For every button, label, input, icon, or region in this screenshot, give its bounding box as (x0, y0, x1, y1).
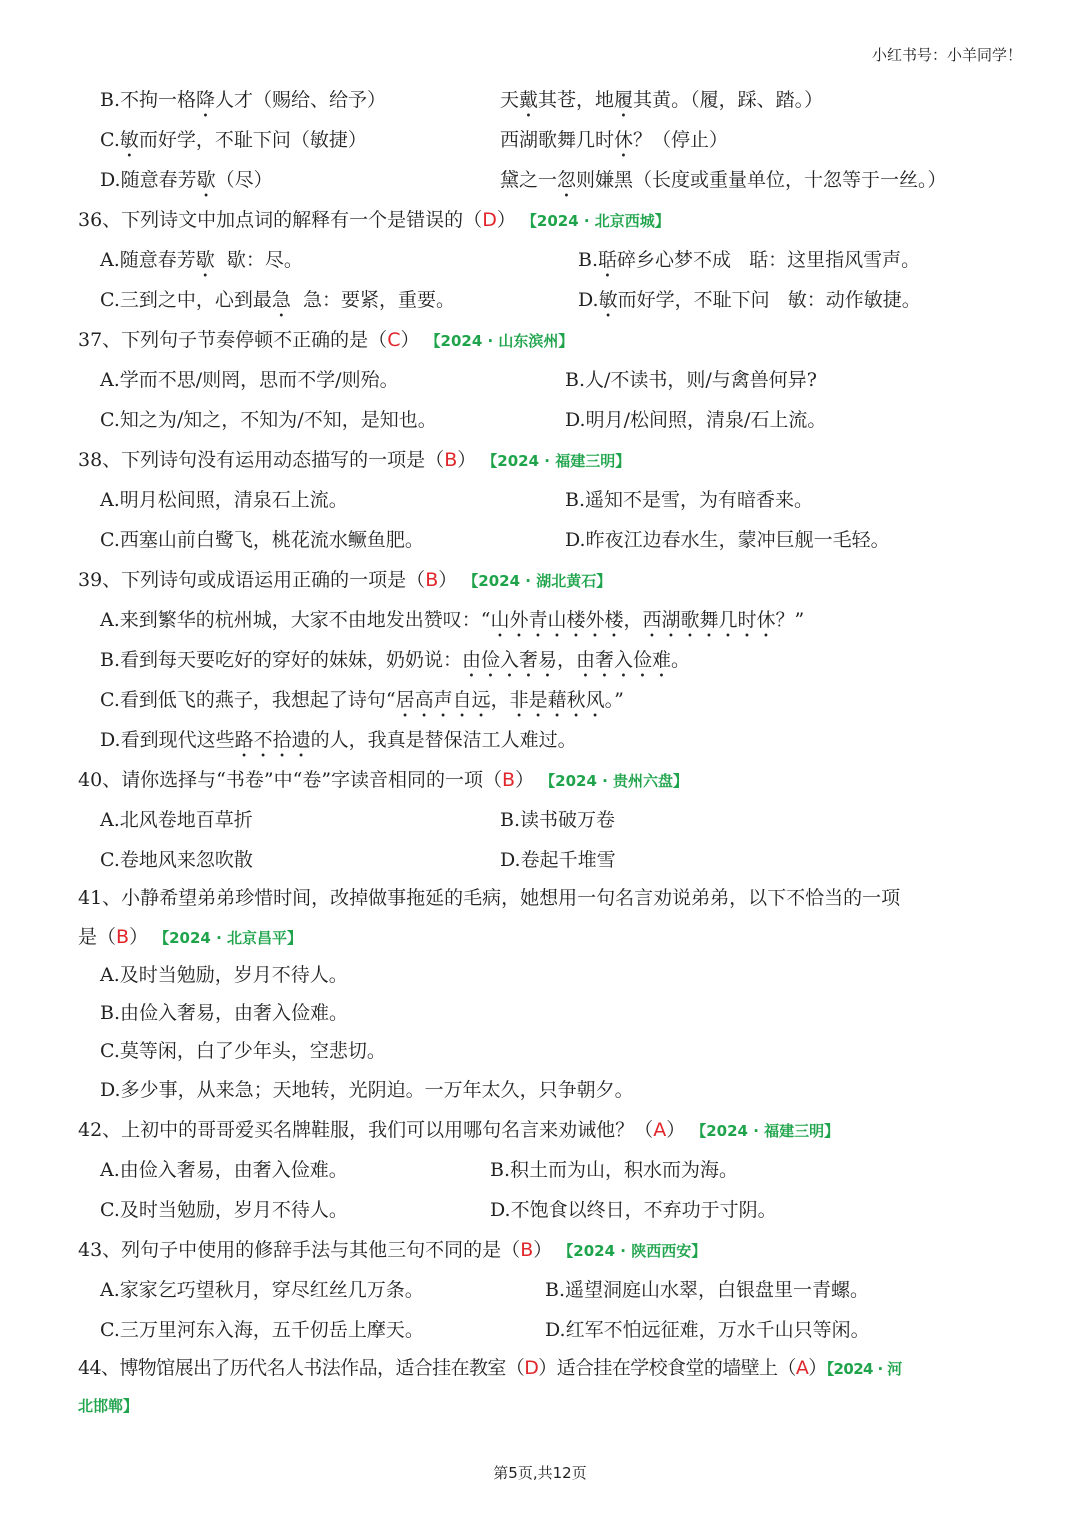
option-row (0, 160, 1080, 200)
option-b: B.积土而为山，积水而为海。 (490, 1159, 739, 1181)
question-42: 42、上初中的哥哥爱买名牌鞋服，我们可以用哪句名言来劝诫他？（A） 【2024 · 福建三明】 (78, 1119, 840, 1141)
question-41-cont: 是（B） 【2024 · 北京昌平】 (78, 926, 303, 948)
answer: B (502, 769, 516, 791)
option-c: C.三到之中，心到最急 急：要紧，重要。 (100, 289, 456, 311)
question-43: 43、列句子中使用的修辞手法与其他三句不同的是（B） 【2024 · 陕西西安】 (78, 1239, 707, 1261)
option-row (0, 1190, 1080, 1230)
answer: B (116, 926, 130, 948)
option-c: C.三万里河东入海，五千仞岳上摩天。 (100, 1319, 424, 1341)
source-tag: 【2024 · 山东滨州】 (425, 332, 574, 350)
option-row (0, 1070, 1080, 1110)
source-tag: 【2024 · 湖北黄石】 (463, 572, 612, 590)
option-a: A.随意春芳歇 歇：尽。 (100, 249, 303, 271)
option-b: B.看到每天要吃好的穿好的妹妹，奶奶说：由俭入奢易，由奢入俭难。 (100, 649, 691, 671)
option-d: D.敏而好学，不耻下问 敏：动作敏捷。 (578, 289, 921, 311)
option-row (0, 520, 1080, 560)
option-c: C.知之为/知之，不知为/不知，是知也。 (100, 409, 437, 431)
option-c-right: 西湖歌舞几时休？（停止） (500, 129, 729, 151)
source-tag: 【2024 · 贵州六盘】 (540, 772, 689, 790)
question-44: 44、博物馆展出了历代名人书法作品，适合挂在教室（D）适合挂在学校食堂的墙壁上（A）【2024 · 河 (78, 1357, 902, 1379)
source-tag: 【2024 · 北京西城】 (521, 212, 670, 230)
option-d-left: D.随意春芳歇（尽） (100, 169, 273, 191)
option-d-right: 黛之一忽则嫌黑（长度或重量单位，十忽等于一丝。） (500, 169, 947, 191)
option-a: A.明月松间照，清泉石上流。 (100, 489, 348, 511)
page-number: 第5页,共12页 (493, 1464, 587, 1482)
option-c-left: C.敏而好学，不耻下问（敏捷） (100, 129, 367, 151)
option-d: D.昨夜江边春水生，蒙冲巨舰一毛轻。 (565, 529, 890, 551)
option-c: C.及时当勉励，岁月不待人。 (100, 1199, 348, 1221)
question-41: 41、小静希望弟弟珍惜时间，改掉做事拖延的毛病，她想用一句名言劝说弟弟，以下不恰当的一项 (78, 887, 901, 909)
question-40: 40、请你选择与“书卷”中“卷”字读音相同的一项（B） 【2024 · 贵州六盘】 (78, 769, 689, 791)
option-b: B.遥知不是雪，为有暗香来。 (565, 489, 814, 511)
option-row (0, 280, 1080, 320)
option-row (0, 840, 1080, 880)
option-row (0, 1270, 1080, 1310)
option-row (0, 1310, 1080, 1350)
option-d: D.明月/松间照，清泉/石上流。 (565, 409, 827, 431)
answer: D (482, 209, 497, 231)
answer-2: A (795, 1357, 809, 1379)
source-tag-cont: 北邯郸】 (78, 1397, 139, 1415)
option-d: D.红军不怕远征难，万水千山只等闲。 (545, 1319, 870, 1341)
option-row (0, 120, 1080, 160)
option-a: A.北风卷地百草折 (100, 809, 253, 831)
option-d: D.卷起千堆雪 (500, 849, 616, 871)
option-d: D.多少事，从来急；天地转，光阴迫。一万年太久，只争朝夕。 (100, 1079, 634, 1101)
option-row (0, 600, 1080, 640)
option-b: B.由俭入奢易，由奢入俭难。 (100, 1002, 349, 1024)
source-tag: 【2024 · 北京昌平】 (154, 929, 303, 947)
source-tag: 【2024 · 河 (826, 1360, 902, 1378)
option-row (0, 1031, 1080, 1071)
option-b: B.人/不读书，则/与禽兽何异? (565, 369, 817, 391)
option-a: A.来到繁华的杭州城，大家不由地发出赞叹：“山外青山楼外楼，西湖歌舞几时休？” (100, 609, 805, 631)
option-c: C.卷地风来忽吹散 (100, 849, 253, 871)
option-c: C.西塞山前白鹭飞，桃花流水鳜鱼肥。 (100, 529, 424, 551)
option-row (0, 800, 1080, 840)
watermark: 小红书号：小羊同学！ (871, 46, 1022, 64)
option-row (0, 993, 1080, 1033)
option-b-left: B.不拘一格降人才（赐给、给予） (100, 89, 387, 111)
option-row (0, 240, 1080, 280)
answer: B (425, 569, 439, 591)
question-36: 36、下列诗文中加点词的解释有一个是错误的（D） 【2024 · 北京西城】 (78, 209, 670, 231)
option-a: A.由俭入奢易，由奢入俭难。 (100, 1159, 348, 1181)
option-row (0, 1150, 1080, 1190)
source-tag: 【2024 · 福建三明】 (691, 1122, 840, 1140)
question-37: 37、下列句子节奏停顿不正确的是（C） 【2024 · 山东滨州】 (78, 329, 574, 351)
answer: B (520, 1239, 534, 1261)
answer: B (444, 449, 458, 471)
question-38: 38、下列诗句没有运用动态描写的一项是（B） 【2024 · 福建三明】 (78, 449, 631, 471)
option-b-right: 天戴其苍，地履其黄。（履，踩、踏。） (500, 89, 824, 111)
option-d: D.不饱食以终日，不弃功于寸阴。 (490, 1199, 777, 1221)
source-tag: 【2024 · 陕西西安】 (558, 1242, 707, 1260)
option-c: C.莫等闲，白了少年头，空悲切。 (100, 1040, 386, 1062)
option-row (0, 640, 1080, 680)
option-b: B.遥望洞庭山水翠，白银盘里一青螺。 (545, 1279, 870, 1301)
answer: C (387, 329, 401, 351)
option-a: A.学而不思/则罔，思而不学/则殆。 (100, 369, 399, 391)
option-row (0, 400, 1080, 440)
option-row (0, 720, 1080, 760)
option-a: A.及时当勉励，岁月不待人。 (100, 964, 348, 986)
option-row (0, 680, 1080, 720)
option-d: D.看到现代这些路不拾遗的人，我真是替保洁工人难过。 (100, 729, 577, 751)
question-44-cont (0, 1386, 1080, 1426)
option-b: B.读书破万卷 (500, 809, 616, 831)
option-row (0, 955, 1080, 995)
source-tag: 【2024 · 福建三明】 (482, 452, 631, 470)
option-b: B.聒碎乡心梦不成 聒：这里指风雪声。 (578, 249, 921, 271)
option-row (0, 80, 1080, 120)
option-c: C.看到低飞的燕子，我想起了诗句“居高声自远，非是藉秋风。” (100, 689, 624, 711)
question-39: 39、下列诗句或成语运用正确的一项是（B） 【2024 · 湖北黄石】 (78, 569, 612, 591)
option-a: A.家家乞巧望秋月，穿尽红丝几万条。 (100, 1279, 424, 1301)
option-row (0, 360, 1080, 400)
answer-1: D (524, 1357, 539, 1379)
option-row (0, 480, 1080, 520)
answer: A (653, 1119, 667, 1141)
